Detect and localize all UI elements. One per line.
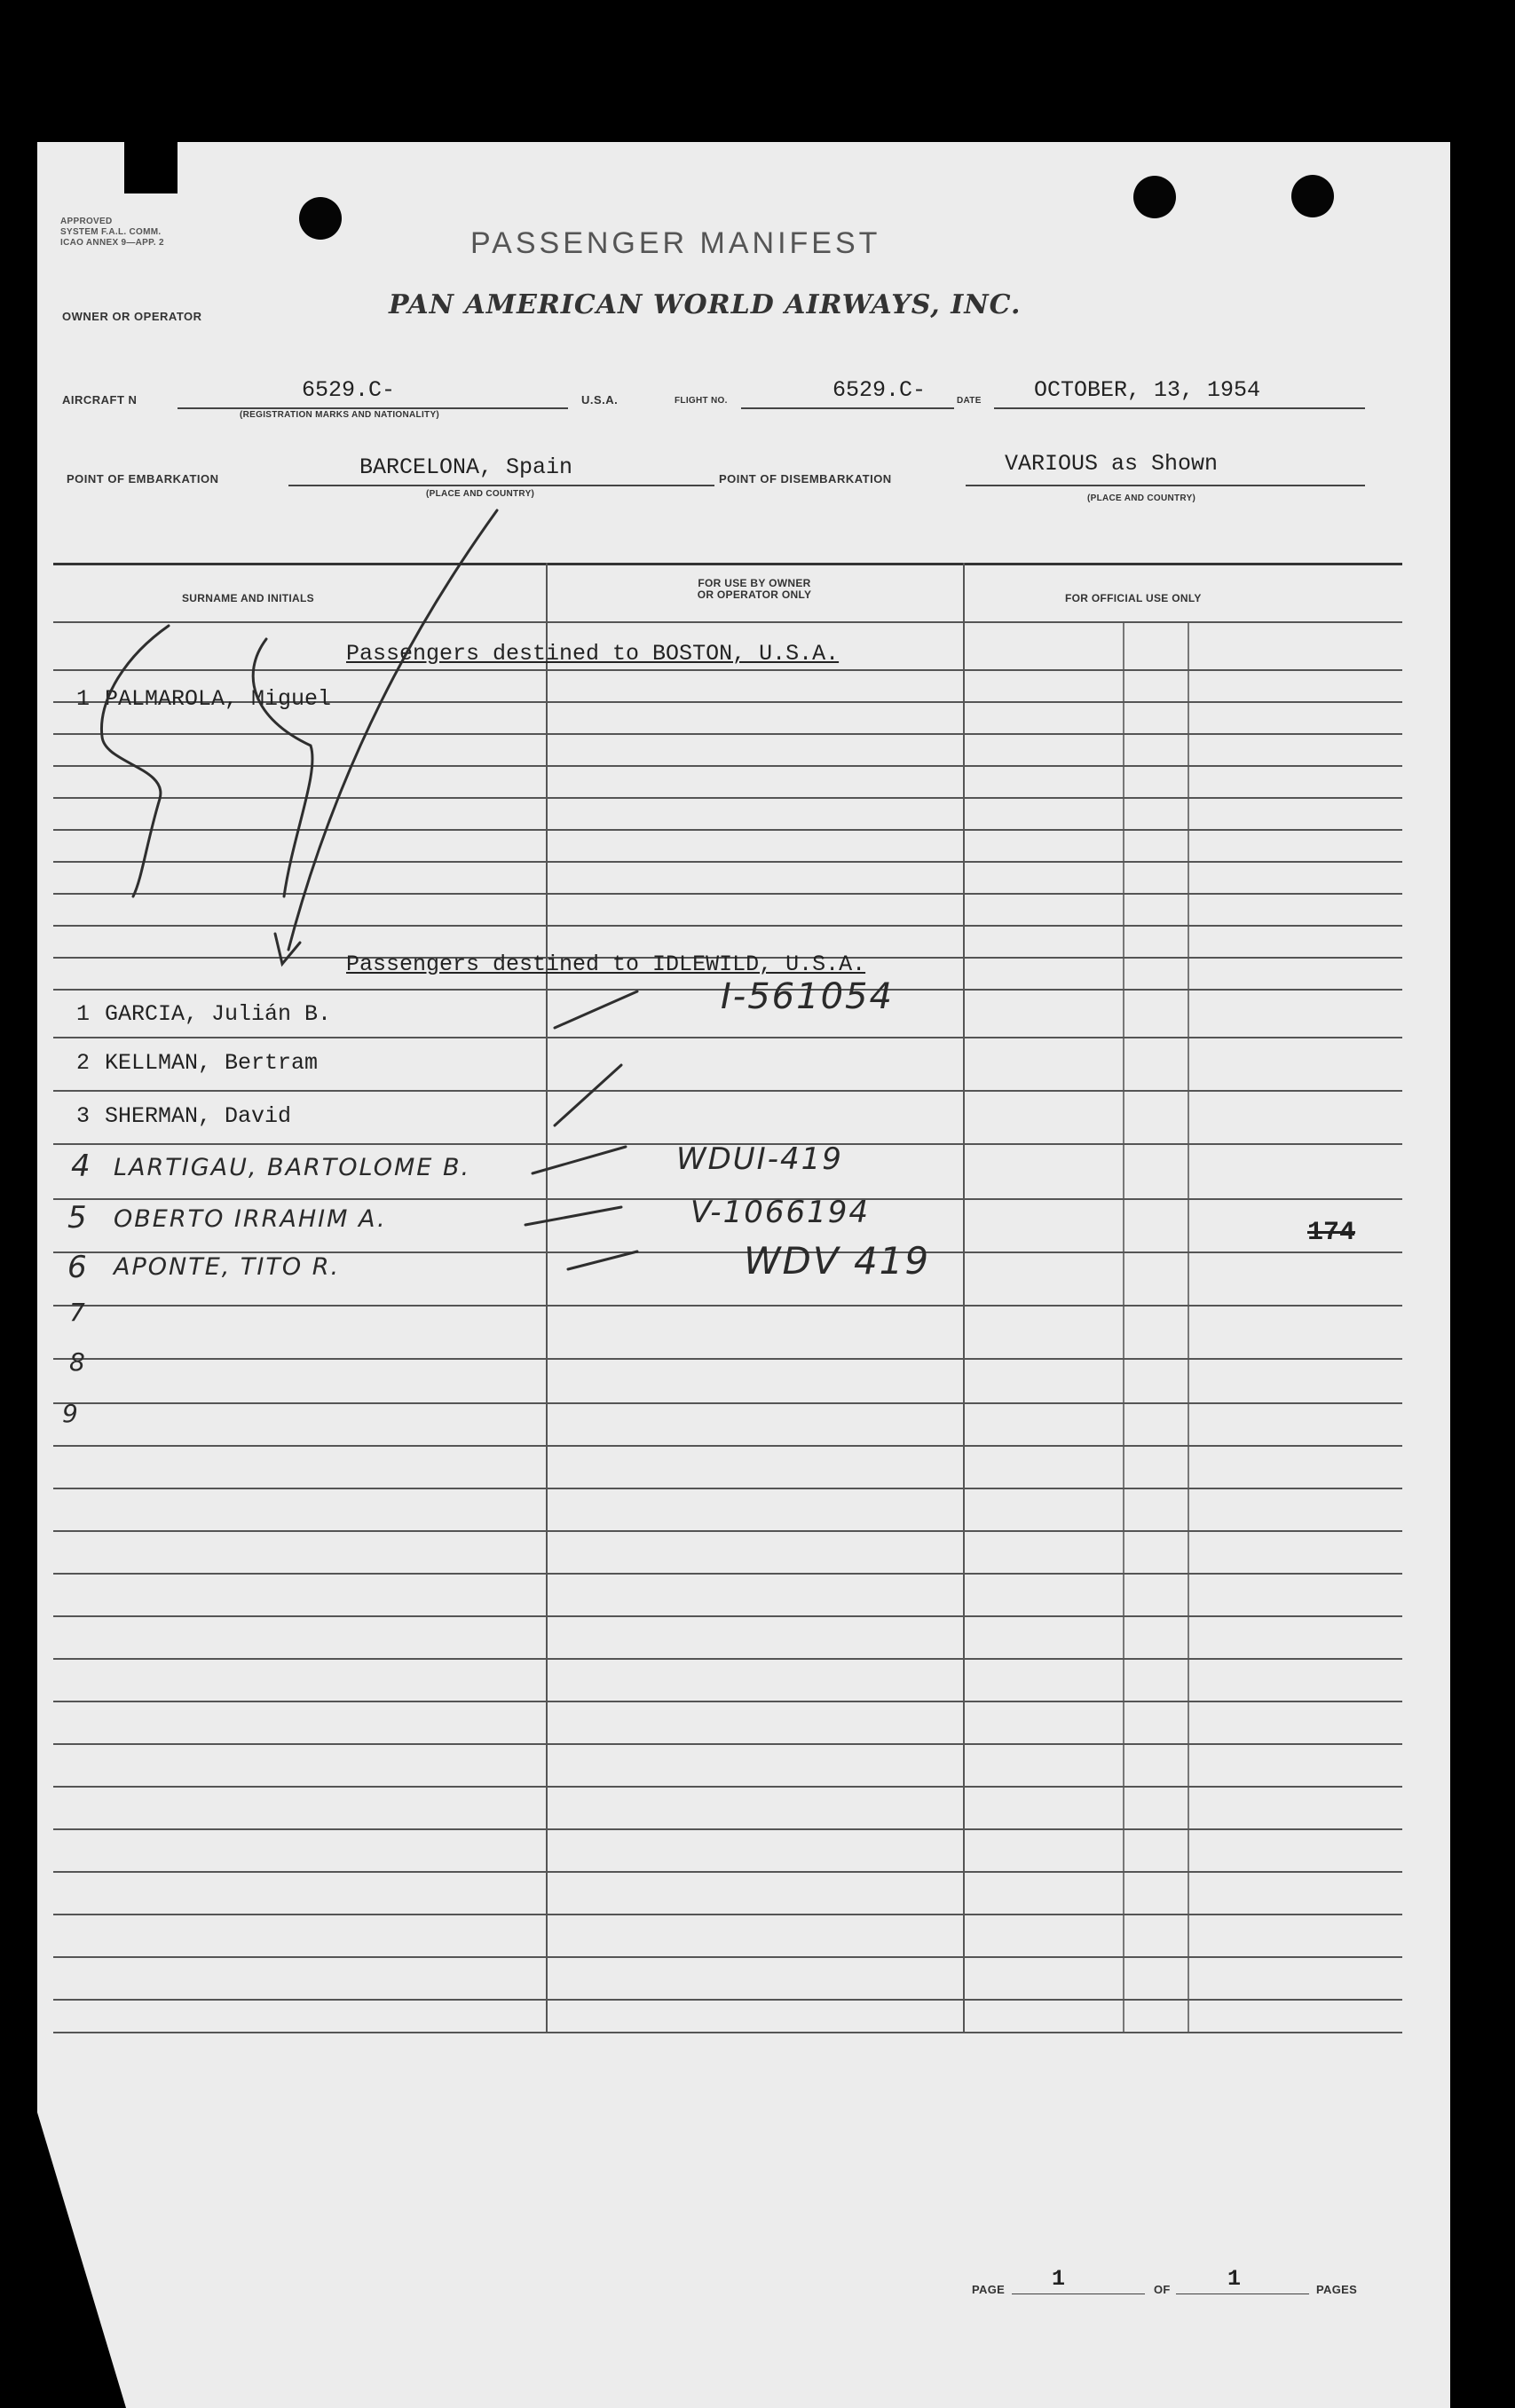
passenger-number: 1 — [76, 1001, 91, 1027]
aircraft-label: AIRCRAFT N — [62, 393, 138, 407]
check-stroke — [525, 1207, 621, 1225]
registration-caption: (REGISTRATION MARKS AND NATIONALITY) — [240, 410, 440, 420]
aircraft-value: 6529.C- — [302, 377, 396, 403]
section-heading-boston: Passengers destined to BOSTON, U.S.A. — [346, 641, 840, 667]
pages-label: PAGES — [1316, 2283, 1358, 2296]
check-stroke — [568, 1251, 637, 1269]
usa-label: U.S.A. — [581, 393, 619, 407]
date-label: DATE — [957, 396, 982, 406]
embarkation-value: BARCELONA, Spain — [359, 454, 573, 480]
owner-note: WDV 419 — [744, 1239, 931, 1283]
empty-row-number: 7 — [69, 1298, 87, 1327]
passenger-number: 1 — [76, 686, 91, 712]
bracket-stroke — [253, 639, 312, 896]
page-value: 1 — [1052, 2266, 1066, 2292]
bracket-stroke — [101, 626, 169, 896]
approved-line: SYSTEM F.A.L. COMM. — [60, 227, 162, 237]
airline-name: PAN AMERICAN WORLD AIRWAYS, INC. — [389, 289, 1022, 320]
passenger-number: 4 — [71, 1149, 92, 1184]
date-value: OCTOBER, 13, 1954 — [1034, 377, 1261, 403]
passenger-name: PALMAROLA, Miguel — [105, 686, 332, 712]
approved-line: ICAO ANNEX 9—APP. 2 — [60, 238, 164, 248]
disembarkation-label: POINT OF DISEMBARKATION — [719, 472, 892, 486]
column-header-surname: SURNAME AND INITIALS — [182, 592, 314, 604]
owner-note: WDUI-419 — [676, 1141, 843, 1177]
owner-use-line: FOR USE BY OWNER — [698, 577, 811, 589]
page-label: PAGE — [972, 2283, 1006, 2296]
flight-label: FLIGHT NO. — [675, 396, 728, 406]
embarkation-caption: (PLACE AND COUNTRY) — [426, 489, 535, 499]
passenger-name: KELLMAN, Bertram — [105, 1050, 319, 1076]
passenger-name: APONTE, TITO R. — [114, 1253, 341, 1281]
passenger-number: 6 — [67, 1250, 89, 1285]
of-label: OF — [1154, 2283, 1171, 2296]
page-title: PASSENGER MANIFEST — [470, 226, 881, 260]
passenger-number: 5 — [67, 1200, 89, 1236]
column-header-official-use: FOR OFFICIAL USE ONLY — [1065, 592, 1202, 604]
section-heading-idlewild: Passengers destined to IDLEWILD, U.S.A. — [346, 951, 866, 977]
check-stroke — [533, 1147, 626, 1173]
passenger-number: 2 — [76, 1050, 91, 1076]
of-value: 1 — [1227, 2266, 1242, 2292]
passenger-name: LARTIGAU, BARTOLOME B. — [114, 1154, 471, 1181]
passenger-name: SHERMAN, David — [105, 1103, 292, 1129]
folded-corner — [37, 2112, 126, 2408]
empty-row-number: 9 — [62, 1399, 80, 1428]
disembarkation-caption: (PLACE AND COUNTRY) — [1087, 493, 1196, 503]
owner-note: V-1066194 — [690, 1195, 870, 1230]
passenger-name: GARCIA, Julián B. — [105, 1001, 332, 1027]
official-mark: 174 — [1307, 1218, 1356, 1248]
check-stroke — [555, 991, 637, 1028]
owner-label: OWNER OR OPERATOR — [62, 310, 202, 323]
arrow-stroke — [288, 510, 497, 950]
flight-value: 6529.C- — [832, 377, 927, 403]
approved-line: APPROVED — [60, 217, 113, 226]
empty-row-number: 8 — [69, 1347, 87, 1377]
check-stroke — [555, 1065, 621, 1125]
owner-use-line: OR OPERATOR ONLY — [697, 588, 812, 601]
passenger-name: OBERTO IRRAHIM A. — [114, 1205, 387, 1233]
owner-note: I-561054 — [721, 976, 894, 1017]
embarkation-label: POINT OF EMBARKATION — [67, 472, 219, 486]
passenger-number: 3 — [76, 1103, 91, 1129]
disembarkation-value: VARIOUS as Shown — [1005, 451, 1219, 477]
